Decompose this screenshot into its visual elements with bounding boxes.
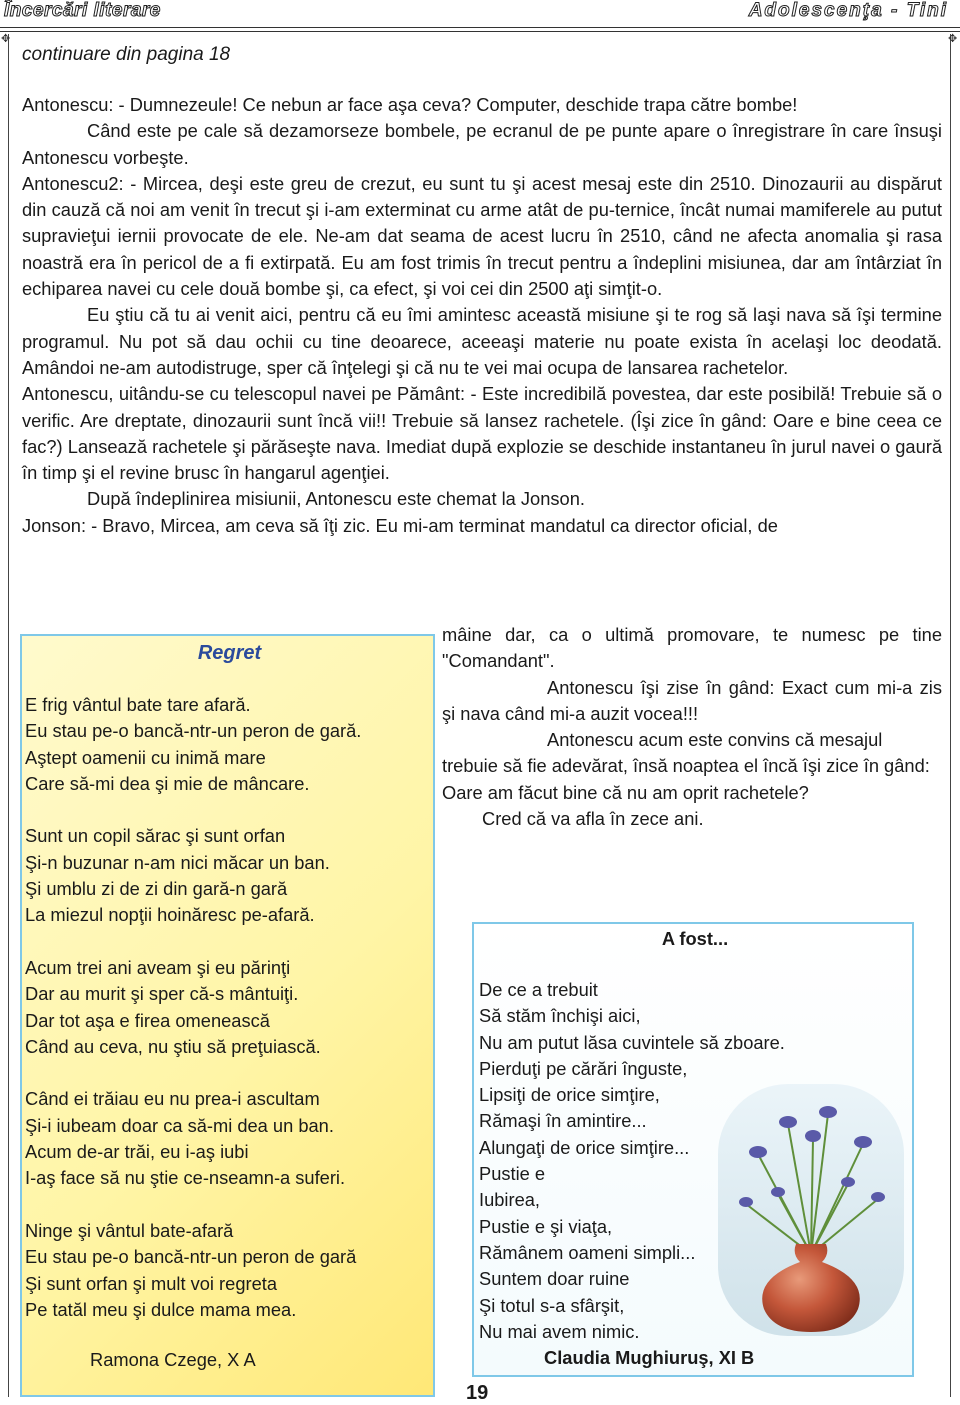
poem-line: Lipsiţi de orice simţire, xyxy=(479,1084,660,1106)
poem-line: Şi-i iubeam doar ca să-mi dea un ban. xyxy=(25,1114,334,1136)
poem-line: Care să-mi dea şi mie de mâncare. xyxy=(25,772,310,794)
poem-regret-box xyxy=(20,634,435,1397)
header-right-title: Adolescenţa - Tini xyxy=(748,0,948,21)
story-paragraph: Antonescu îşi zise în gând: Exact cum mi-a zis şi nava când mi-a auzit vocea!!! xyxy=(442,676,942,724)
poem-line: Să stăm închişi aici, xyxy=(479,1005,641,1027)
poem-line: Ninge şi vântul bate-afară xyxy=(25,1219,234,1241)
header-left-title: Încercări literare xyxy=(4,0,161,21)
poem-line: Când au ceva, nu ştiu să preţuiască. xyxy=(25,1035,321,1057)
poem-line: Şi-n buzunar n-am nici măcar un ban. xyxy=(25,851,330,873)
poem-line: De ce a trebuit xyxy=(479,979,598,1000)
crop-mark-icon: ✥ xyxy=(1,33,11,45)
story-paragraph: Antonescu: - Dumnezeule! Ce nebun ar face aşa ceva? Computer, deschide trapa către bombe! xyxy=(22,94,798,115)
poem-line: Dar au murit şi sper că-s mântuiţi. xyxy=(25,983,299,1005)
poem-title: Regret xyxy=(197,642,262,664)
header-rule-bottom xyxy=(0,31,960,32)
poem-stanza xyxy=(25,692,361,797)
story-paragraph: După îndeplinirea misiunii, Antonescu este chemat la Jonson. xyxy=(87,488,585,510)
poem-line: Nu am putut lăsa cuvintele să zboare. xyxy=(479,1031,785,1053)
poem-line: E frig vântul bate tare afară. xyxy=(25,694,251,715)
poem-line: Suntem doar ruine xyxy=(479,1268,630,1290)
story-text xyxy=(22,92,942,539)
left-margin-rule xyxy=(8,34,9,1397)
poem-stanza xyxy=(25,1086,361,1191)
poem-title: A fost... xyxy=(661,928,729,949)
poem-line: Rămânem oameni simpli... xyxy=(479,1241,696,1263)
story-paragraph: mâine dar, ca o ultimă promovare, te numesc pe tine "Comandant". xyxy=(442,624,942,672)
page-number: 19 xyxy=(466,1382,489,1404)
story-paragraph: Antonescu acum este convins că mesajul trebuie să fie adevărat, însă noaptea el încă îşi zice în gând: Oare am făcut bine că nu am oprit rachetele? xyxy=(442,729,930,803)
poem-line: Nu mai avem nimic. xyxy=(479,1320,640,1342)
story-paragraph: Antonescu, uitându-se cu telescopul navei pe Pământ: - Este incredibilă povestea, dar este posibilă! Trebuie să o verific. Are dreptate, dinozaurii sunt încă vii!! Trebuie să lansez rachetele. (Îşi zice în gând: Oare e bine ceea ce fac?) Lansează rachetele şi părăseşte nava. Imediat după explozie se deschide instantaneu în jurul navei o gaură în timp şi el revine brusc în hangarul agenţiei. xyxy=(22,383,942,484)
poem-stanza xyxy=(25,955,361,1060)
poem-line: Şi totul s-a sfârşit, xyxy=(479,1294,625,1316)
poem-line: Când ei trăiau eu nu prea-i ascultam xyxy=(25,1088,320,1110)
poem-stanza xyxy=(25,1218,361,1323)
poem-fost-box xyxy=(472,922,914,1377)
poem-line: Eu stau pe-o bancă-ntr-un peron de gară xyxy=(25,1246,357,1268)
poem-author: Ramona Czege, X A xyxy=(90,1349,256,1370)
crop-mark-icon: ✥ xyxy=(948,33,958,45)
poem-line: Acum trei ani aveam şi eu părinţi xyxy=(25,956,291,978)
poem-line: Acum de-ar trăi, eu i-aş iubi xyxy=(25,1141,249,1163)
poem-line: Aştept oamenii cu inimă mare xyxy=(25,746,266,768)
poem-line: Alungaţi de orice simţire... xyxy=(479,1136,690,1158)
continuation-note: continuare din pagina 18 xyxy=(22,44,231,65)
story-paragraph: Când este pe cale să dezamorseze bombele, pe ecranul de pe punte apare o înregistrare în care însuşi Antonescu vorbeşte. xyxy=(22,120,942,168)
vase-with-iris-flowers-icon xyxy=(718,1084,904,1336)
poem-stanza xyxy=(25,823,361,928)
poem-line: Pustie e şi viaţa, xyxy=(479,1215,613,1237)
story-paragraph: Eu ştiu că tu ai venit aici, pentru că eu îmi amintesc această misiune şi te rog să laşi nava să îşi termine programul. Nu pot să dau ochii cu tine deoarece, aceeaşi materie nu poate exista în acelaşi loc deodată. Amândoi ne-am autodistruge, sper că înţelegi şi că nu te vei mai ocupa de lansarea rachetelor. xyxy=(22,304,942,378)
poem-line: La miezul nopţii hoinăresc pe-afară. xyxy=(25,904,315,926)
poem-author: Claudia Mughiuruş, XI B xyxy=(544,1347,755,1368)
poem-line: Sunt un copil sărac şi sunt orfan xyxy=(25,825,286,847)
story-paragraph: Cred că va afla în zece ani. xyxy=(482,808,704,830)
header-rule-top xyxy=(0,27,960,28)
poem-line: Rămaşi în amintire... xyxy=(479,1110,647,1132)
poem-line: Şi sunt orfan şi mult voi regreta xyxy=(25,1272,277,1294)
poem-line: Pustie e xyxy=(479,1163,546,1185)
story-paragraph: Jonson: - Bravo, Mircea, am ceva să îţi zic. Eu mi-am terminat mandatul ca director oficial, de xyxy=(22,514,778,536)
right-margin-rule xyxy=(950,34,951,1397)
poem-line: Eu stau pe-o bancă-ntr-un peron de gară. xyxy=(25,720,362,742)
poem-line: Pe tatăl meu şi dulce mama mea. xyxy=(25,1298,297,1320)
poem-line: I-aş face să nu ştie ce-nseamn-a suferi. xyxy=(25,1167,346,1189)
poem-body xyxy=(25,692,361,1349)
story-continuation xyxy=(442,622,942,832)
poem-line: Şi umblu zi de zi din gară-n gară xyxy=(25,878,288,900)
poem-line: Pierduţi pe cărări înguste, xyxy=(479,1057,688,1079)
poem-line: Iubirea, xyxy=(479,1189,540,1211)
story-paragraph: Antonescu2: - Mircea, deşi este greu de crezut, eu sunt tu şi acest mesaj este din 2510. Dinozaurii au dispărut din cauză că noi am venit în trecut şi i-am exterminat cu arme atât de pu-ternice, încât numai mamiferele au putut supravieţui iernii provocate de ele. Ne-am dat seama de acest lucru în 2510, când ne afecta anomalia şi rasa noastră era în pericol de a fi extirpată. Eu am fost trimis în trecut pentru a îndeplini misiunea, dar am întârziat în echiparea navei cu cele două bombe şi, ca efect, şi voi cei din 2500 aţi simţit-o. xyxy=(22,172,942,300)
poem-line: Dar tot aşa e firea omenească xyxy=(25,1009,270,1031)
